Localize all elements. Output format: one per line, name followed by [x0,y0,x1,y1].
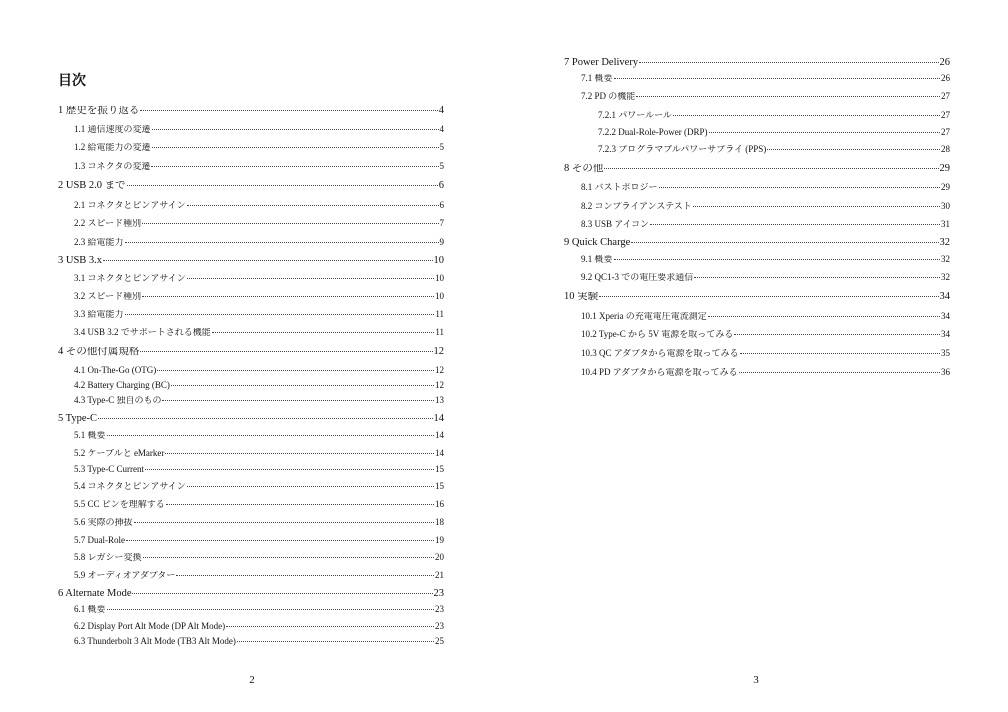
toc-entry [58,181,444,192]
dot-leader [599,296,938,297]
toc-entry-page: 31 [941,220,950,229]
toc-entry [581,183,950,192]
toc-entry-page: 29 [939,164,950,174]
toc-entry [74,396,444,405]
toc-entry-page: 4 [439,125,444,134]
toc-entry-page: 6 [439,201,444,210]
dot-leader [145,469,434,470]
toc-entry-label: 1.1 通信速度の変遷 [74,125,151,134]
toc-entry [74,500,444,509]
toc-entry-label: 5.8 レガシー変換 [74,553,142,562]
dot-leader [143,557,434,558]
toc-entry-page: 9 [439,238,444,247]
toc-entry [74,310,444,319]
page-number: 3 [753,674,759,686]
dot-leader [98,418,432,419]
toc-entry [74,219,444,228]
dot-leader [152,129,439,130]
toc-entry-label: 7.1 概要 [581,74,613,83]
toc-entry-page: 14 [435,449,444,458]
dot-leader [767,149,940,150]
dot-leader [132,593,432,594]
toc-entry [74,143,444,152]
toc-entry-label: 5.5 CC ピンを理解する [74,500,165,509]
page-number: 2 [249,674,255,686]
toc-entry-label: 10 実験 [564,292,599,302]
toc-entry-label: 7.2.2 Dual-Role-Power (DRP) [598,128,708,137]
toc-entry-page: 4 [438,106,444,116]
toc-entry-page: 35 [941,349,950,358]
toc-entry [564,238,950,249]
toc-entry-label: 4.3 Type-C 独自のもの [74,396,162,405]
toc-entry-page: 34 [939,292,950,302]
toc-entry-page: 13 [435,396,444,405]
toc-entry-label: 1.2 給電能力の変遷 [74,143,151,152]
toc-entry-label: 8 その他 [564,164,604,174]
dot-leader [237,641,434,642]
toc-entry-page: 23 [435,622,444,631]
toc-entry-label: 6.1 概要 [74,605,106,614]
toc-entry [564,292,950,303]
toc-entry [581,220,950,229]
toc-entry-label: 5.3 Type-C Current [74,465,144,474]
toc-entry-page: 23 [435,605,444,614]
toc-entry-page: 27 [941,111,950,120]
dot-leader [126,540,434,541]
dot-leader [187,486,434,487]
toc-entry [74,571,444,580]
toc-entry [74,292,444,301]
toc-entry-label: 10.4 PD アダプタから電源を取ってみる [581,368,738,377]
toc-entry [58,256,444,267]
dot-leader [673,115,940,116]
toc-entry-label: 8.2 コンプライアンステスト [581,202,692,211]
dot-leader [639,62,938,63]
toc-entry-page: 14 [435,431,444,440]
dot-leader [709,132,941,133]
dot-leader [631,242,938,243]
toc-entry-page: 26 [939,58,950,68]
toc-entry [598,128,950,137]
dot-leader [171,385,434,386]
toc-entry-label: 3.4 USB 3.2 でサポートされる機能 [74,328,211,337]
toc-entry-page: 28 [941,145,950,154]
dot-leader [650,224,940,225]
toc-entry [74,431,444,440]
toc-entry-label: 7.2 PD の機能 [581,92,636,101]
toc-list-right [504,0,1008,712]
toc-entry-page: 21 [435,571,444,580]
toc-entry-label: 1.3 コネクタの変遷 [74,162,151,171]
dot-leader [176,575,434,576]
toc-entry-label: 3.2 スピード種別 [74,292,142,301]
toc-entry [581,349,950,358]
toc-entry [74,449,444,458]
toc-entry-page: 12 [433,347,444,357]
toc-entry-label: 3.1 コネクタとピンアサイン [74,274,186,283]
toc-entry [564,164,950,175]
toc-entry [581,312,950,321]
dot-leader [134,522,434,523]
toc-entry-page: 32 [939,238,950,248]
dot-leader [125,314,435,315]
dot-leader [212,332,435,333]
toc-entry [74,201,444,210]
toc-entry [58,589,444,600]
toc-entry-page: 11 [435,310,444,319]
dot-leader [140,351,432,352]
toc-entry-label: 5 Type-C [58,414,98,424]
toc-entry [74,238,444,247]
dot-leader [226,626,434,627]
toc-entry-label: 7.2.1 パワールール [598,111,672,120]
dot-leader [142,223,438,224]
toc-entry [58,347,444,358]
toc-entry-page: 12 [435,366,444,375]
toc-entry [74,553,444,562]
toc-entry-label: 5.6 実際の挿抜 [74,518,133,527]
dot-leader [125,242,439,243]
toc-entry-page: 19 [435,536,444,545]
toc-entry-label: 3.3 給電能力 [74,310,124,319]
dot-leader [166,504,434,505]
toc-entry-page: 27 [941,128,950,137]
dot-leader [614,78,940,79]
toc-title: 目次 [58,73,86,89]
dot-leader [693,206,940,207]
toc-entry-label: 4 その他付属規格 [58,347,140,357]
toc-entry-page: 14 [433,414,444,424]
toc-entry-label: 5.1 概要 [74,431,106,440]
dot-leader [604,168,938,169]
dot-leader [636,96,940,97]
toc-entry-page: 23 [433,589,444,599]
dot-leader [694,277,940,278]
toc-entry [581,255,950,264]
toc-entry-page: 5 [439,143,444,152]
toc-entry [74,162,444,171]
toc-entry-label: 6 Alternate Mode [58,589,132,599]
dot-leader [107,435,434,436]
toc-entry-label: 7.2.3 プログラマブルパワーサプライ (PPS) [598,145,767,154]
toc-entry [74,518,444,527]
toc-entry [581,92,950,101]
toc-entry [74,274,444,283]
toc-entry-page: 34 [941,330,950,339]
toc-entry-label: 9.2 QC1-3 での電圧要求通信 [581,273,694,282]
dot-leader [187,205,439,206]
dot-leader [659,187,940,188]
toc-entry-label: 2.2 スピード種別 [74,219,142,228]
toc-entry [598,145,950,154]
toc-entry [598,111,950,120]
toc-entry-page: 20 [435,553,444,562]
toc-entry-label: 6.2 Display Port Alt Mode (DP Alt Mode) [74,622,226,631]
toc-entry-label: 10.1 Xperia の充電電圧電流測定 [581,312,707,321]
toc-entry [74,622,444,631]
toc-entry [74,605,444,614]
dot-leader [614,259,940,260]
toc-entry-page: 5 [439,162,444,171]
toc-entry-page: 30 [941,202,950,211]
toc-entry [58,106,444,117]
right-page [504,0,1008,712]
toc-entry-page: 29 [941,183,950,192]
dot-leader [740,353,941,354]
toc-entry-page: 25 [435,637,444,646]
dot-leader [734,334,940,335]
toc-entry-label: 5.7 Dual-Role [74,536,125,545]
dot-leader [140,110,437,111]
toc-entry-page: 34 [941,312,950,321]
toc-entry [581,202,950,211]
toc-entry-label: 4.1 On-The-Go (OTG) [74,366,157,375]
dot-leader [739,372,941,373]
toc-entry-label: 6.3 Thunderbolt 3 Alt Mode (TB3 Alt Mode) [74,637,236,646]
toc-entry-label: 10.3 QC アダプタから電源を取ってみる [581,349,739,358]
toc-entry-label: 3 USB 3.x [58,256,103,266]
toc-entry-label: 7 Power Delivery [564,58,639,68]
toc-entry [74,637,444,646]
toc-entry-page: 15 [435,465,444,474]
toc-entry-label: 10.2 Type-C から 5V 電源を取ってみる [581,330,734,339]
toc-entry-page: 16 [435,500,444,509]
toc-entry [581,368,950,377]
toc-entry-label: 2.1 コネクタとピンアサイン [74,201,186,210]
toc-entry-label: 5.4 コネクタとピンアサイン [74,482,186,491]
toc-entry-label: 2 USB 2.0 まで [58,181,126,191]
toc-entry-page: 12 [435,381,444,390]
dot-leader [127,185,438,186]
toc-entry-page: 32 [941,273,950,282]
toc-entry-page: 32 [941,255,950,264]
toc-entry-label: 4.2 Battery Charging (BC) [74,381,170,390]
dot-leader [162,400,434,401]
toc-entry [74,381,444,390]
toc-entry [74,465,444,474]
toc-entry-label: 5.9 オーディオアダプター [74,571,176,580]
toc-entry-page: 10 [435,292,444,301]
dot-leader [107,609,434,610]
toc-entry-label: 9.1 概要 [581,255,613,264]
dot-leader [708,316,940,317]
dot-leader [142,296,434,297]
toc-entry-label: 8.3 USB アイコン [581,220,650,229]
toc-entry-label: 5.2 ケーブルと eMarker [74,449,165,458]
toc-entry-page: 6 [438,181,444,191]
toc-entry [74,366,444,375]
toc-entry [58,414,444,425]
toc-entry [581,330,950,339]
toc-entry-label: 8.1 バストポロジー [581,183,658,192]
toc-entry [581,74,950,83]
toc-entry [74,536,444,545]
toc-entry-page: 11 [435,328,444,337]
dot-leader [151,166,438,167]
toc-entry [74,328,444,337]
toc-entry-page: 15 [435,482,444,491]
dot-leader [103,260,432,261]
toc-entry-page: 26 [941,74,950,83]
toc-entry-page: 10 [435,274,444,283]
dot-leader [165,453,434,454]
toc-entry-page: 18 [435,518,444,527]
toc-entry [564,58,950,69]
toc-entry-page: 27 [941,92,950,101]
dot-leader [152,147,439,148]
toc-entry-label: 1 歴史を振り返る [58,106,140,116]
toc-entry-page: 10 [433,256,444,266]
dot-leader [187,278,434,279]
toc-entry [74,482,444,491]
dot-leader [157,370,434,371]
toc-entry [581,273,950,282]
toc-entry-page: 7 [439,219,444,228]
toc-entry [74,125,444,134]
toc-entry-page: 36 [941,368,950,377]
toc-entry-label: 2.3 給電能力 [74,238,124,247]
toc-entry-label: 9 Quick Charge [564,238,631,248]
